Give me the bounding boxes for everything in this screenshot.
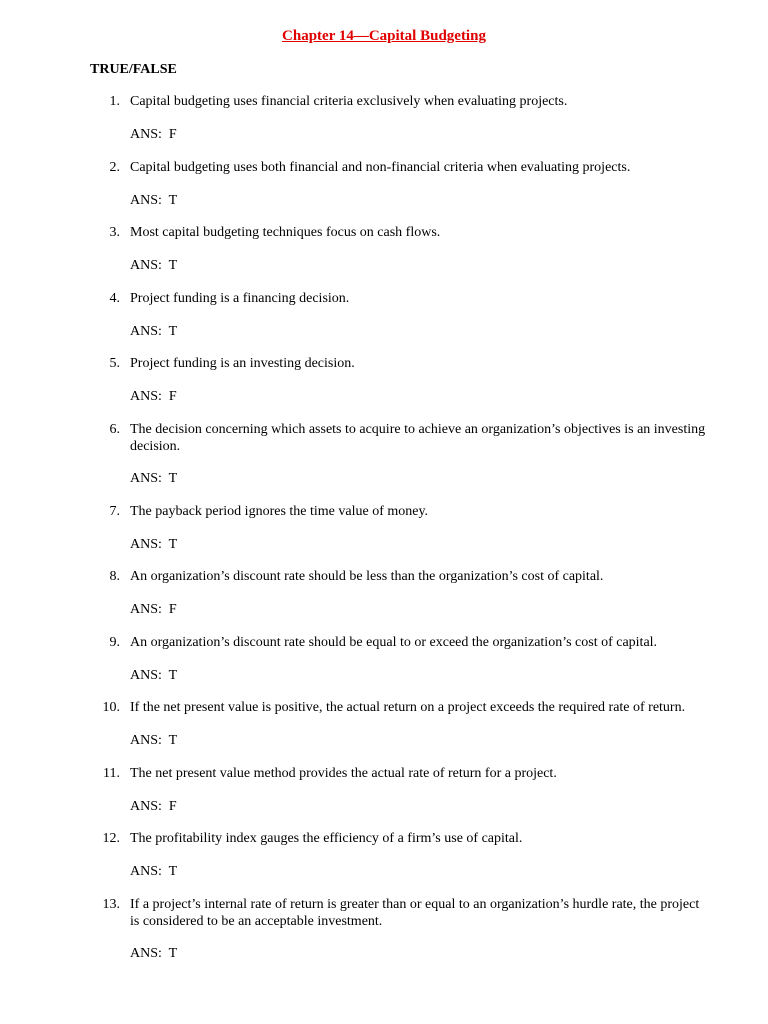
question-list (0, 91, 768, 976)
question-answer: ANS: T (130, 536, 178, 552)
question-answer: ANS: F (130, 798, 177, 814)
question-item (0, 632, 768, 698)
question-number: 11. (103, 765, 120, 781)
question-item (0, 566, 768, 632)
question-item (0, 763, 768, 829)
question-answer: ANS: F (130, 389, 177, 404)
question-item (0, 91, 768, 157)
question-number: 1. (109, 94, 120, 109)
question-text: Capital budgeting uses both financial and non-financial criteria when evaluating projects. (130, 159, 631, 175)
question-answer: ANS: T (130, 945, 178, 961)
question-item (0, 157, 768, 223)
question-answer: ANS: T (130, 733, 178, 748)
question-answer: ANS: F (130, 602, 177, 617)
question-number: 12. (102, 831, 120, 846)
question-number: 7. (109, 503, 120, 519)
question-number: 2. (109, 159, 120, 175)
question-text: If the net present value is positive, the actual return on a project exceeds the required rate of return. (130, 700, 686, 715)
question-answer: ANS: T (130, 192, 178, 208)
question-text: The decision concerning which assets to acquire to achieve an organization’s objectives is an investing decision. (130, 421, 706, 454)
question-item (0, 501, 768, 567)
question-number: 4. (109, 290, 120, 306)
question-text: Most capital budgeting techniques focus on cash flows. (130, 225, 441, 240)
question-item (0, 697, 768, 763)
question-number: 6. (109, 421, 120, 437)
question-answer: ANS: T (130, 864, 178, 879)
chapter-title: Chapter 14—Capital Budgeting (282, 28, 486, 44)
question-text: The profitability index gauges the efficiency of a firm’s use of capital. (130, 831, 523, 846)
question-item (0, 894, 768, 976)
question-item (0, 419, 768, 501)
question-item (0, 353, 768, 419)
section-heading: TRUE/FALSE (90, 62, 177, 77)
question-number: 3. (109, 225, 120, 240)
question-text: The payback period ignores the time value of money. (130, 503, 429, 519)
question-answer: ANS: F (130, 127, 177, 142)
question-text: An organization’s discount rate should be less than the organization’s cost of capital. (130, 569, 604, 584)
question-text: The net present value method provides the actual rate of return for a project. (130, 765, 557, 781)
question-item (0, 828, 768, 894)
question-number: 8. (109, 569, 120, 584)
question-number: 9. (109, 634, 120, 650)
question-answer: ANS: T (130, 667, 178, 683)
question-answer: ANS: T (130, 323, 178, 339)
question-text: If a project’s internal rate of return is greater than or equal to an organization’s hurdle rate, the project is considered to be an acceptable investment. (130, 896, 700, 929)
question-answer: ANS: T (130, 470, 178, 486)
question-answer: ANS: T (130, 258, 178, 273)
question-text: An organization’s discount rate should be equal to or exceed the organization’s cost of capital. (130, 634, 658, 650)
question-number: 5. (109, 356, 120, 371)
question-number: 10. (102, 700, 120, 715)
question-item (0, 288, 768, 354)
question-text: Capital budgeting uses financial criteria exclusively when evaluating projects. (130, 94, 568, 109)
question-number: 13. (102, 896, 120, 912)
question-text: Project funding is a financing decision. (130, 290, 350, 306)
question-item (0, 222, 768, 288)
question-text: Project funding is an investing decision. (130, 356, 355, 371)
